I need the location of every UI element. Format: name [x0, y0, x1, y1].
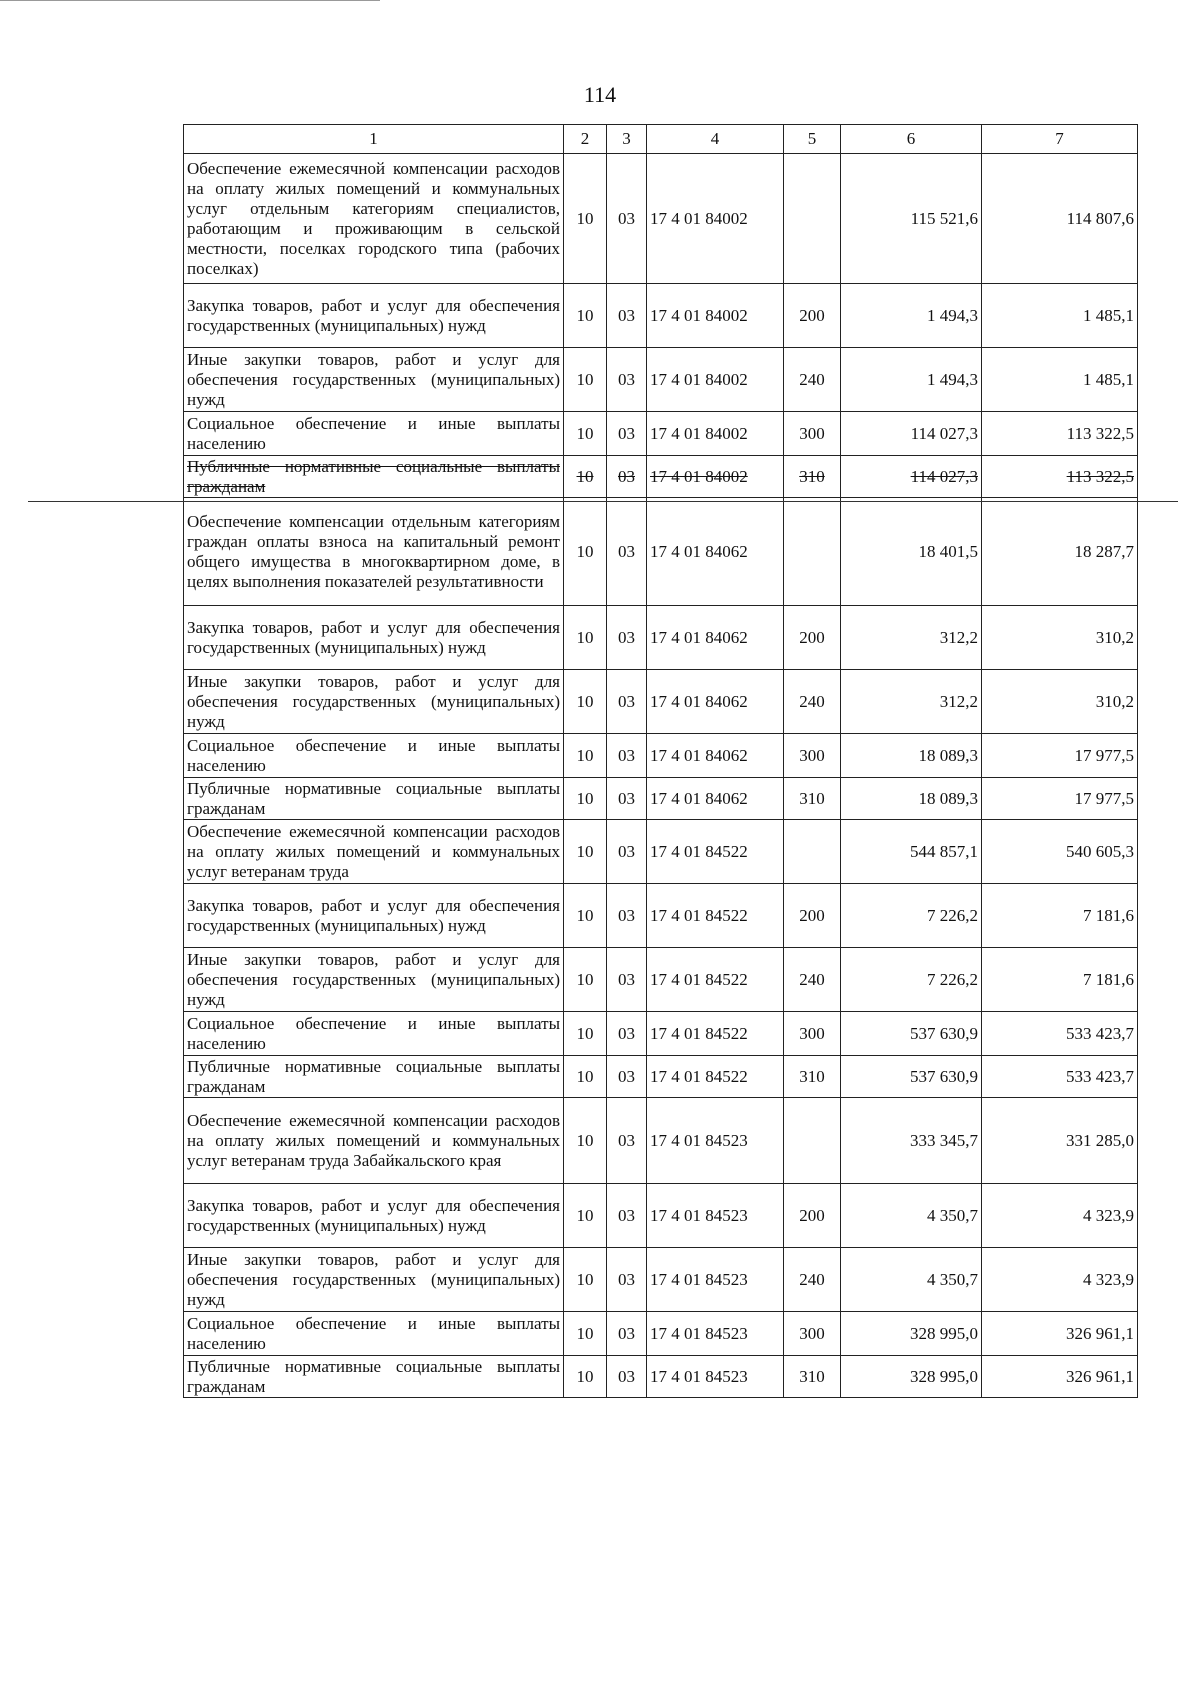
- table-cell-col4: 17 4 01 84062: [647, 734, 784, 778]
- table-cell-col2: 10: [564, 1248, 607, 1312]
- table-row: [184, 456, 1138, 498]
- column-header-6: 6: [841, 125, 982, 154]
- table-cell-col3: 03: [607, 820, 647, 884]
- table-cell-col4: 17 4 01 84002: [647, 154, 784, 284]
- table-cell-col2: 10: [564, 412, 607, 456]
- table-row: [184, 884, 1138, 948]
- table-cell-col2: 10: [564, 734, 607, 778]
- table-cell-col4: 17 4 01 84522: [647, 884, 784, 948]
- column-header-7: 7: [982, 125, 1138, 154]
- table-cell-col4: 17 4 01 84062: [647, 498, 784, 606]
- table-cell-col5: 310: [784, 456, 841, 498]
- table-cell-col7: 17 977,5: [982, 734, 1138, 778]
- table-cell-col6: 7 226,2: [841, 948, 982, 1012]
- table-cell-col4: 17 4 01 84522: [647, 1012, 784, 1056]
- table-cell-col4: 17 4 01 84523: [647, 1098, 784, 1184]
- table-cell-col3: 03: [607, 498, 647, 606]
- table-cell-col5: 240: [784, 348, 841, 412]
- table-cell-col4: 17 4 01 84062: [647, 778, 784, 820]
- table-cell-col2: 10: [564, 154, 607, 284]
- table-cell-col3: 03: [607, 456, 647, 498]
- column-header-4: 4: [647, 125, 784, 154]
- table-cell-col6: 114 027,3: [841, 412, 982, 456]
- table-cell-col6: 18 401,5: [841, 498, 982, 606]
- table-cell-col5: 300: [784, 412, 841, 456]
- table-cell-col1: Социальное обеспечение и иные выплаты населению: [184, 412, 564, 456]
- table-cell-col7: 533 423,7: [982, 1012, 1138, 1056]
- table-cell-col2: 10: [564, 778, 607, 820]
- table-cell-col7: 113 322,5: [982, 412, 1138, 456]
- table-cell-col3: 03: [607, 606, 647, 670]
- table-cell-col4: 17 4 01 84523: [647, 1312, 784, 1356]
- table-cell-col5: 310: [784, 1356, 841, 1398]
- table-row: [184, 820, 1138, 884]
- table-cell-col5: [784, 498, 841, 606]
- table-row: [184, 1356, 1138, 1398]
- table-row: [184, 1098, 1138, 1184]
- table-cell-col7: 533 423,7: [982, 1056, 1138, 1098]
- table-cell-col7: 18 287,7: [982, 498, 1138, 606]
- budget-table: [183, 124, 1138, 1398]
- table-cell-col5: [784, 154, 841, 284]
- table-row: [184, 154, 1138, 284]
- table-cell-col1: Закупка товаров, работ и услуг для обеспечения государственных (муниципальных) нужд: [184, 1184, 564, 1248]
- table-cell-col7: 7 181,6: [982, 948, 1138, 1012]
- table-cell-col1: Иные закупки товаров, работ и услуг для обеспечения государственных (муниципальных) нужд: [184, 670, 564, 734]
- table-cell-col1: Обеспечение ежемесячной компенсации расходов на оплату жилых помещений и коммунальных услуг ветеранам труда Забайкальского края: [184, 1098, 564, 1184]
- scan-edge-line: [0, 0, 380, 1]
- table-cell-col5: 200: [784, 606, 841, 670]
- strike-through-line: [28, 501, 1178, 502]
- table-body: [184, 154, 1138, 1398]
- table-cell-col7: 1 485,1: [982, 284, 1138, 348]
- table-cell-col4: 17 4 01 84522: [647, 1056, 784, 1098]
- table-cell-col6: 328 995,0: [841, 1312, 982, 1356]
- table-cell-col6: 537 630,9: [841, 1056, 982, 1098]
- table-cell-col3: 03: [607, 348, 647, 412]
- table-cell-col6: 18 089,3: [841, 778, 982, 820]
- table-cell-col5: [784, 820, 841, 884]
- table-header-row: [184, 125, 1138, 154]
- table-cell-col7: 326 961,1: [982, 1356, 1138, 1398]
- table-cell-col3: 03: [607, 1056, 647, 1098]
- column-header-1: 1: [184, 125, 564, 154]
- table-cell-col6: 4 350,7: [841, 1184, 982, 1248]
- table-cell-col3: 03: [607, 1248, 647, 1312]
- table-cell-col4: 17 4 01 84062: [647, 606, 784, 670]
- table-cell-col6: 537 630,9: [841, 1012, 982, 1056]
- table-cell-col7: 1 485,1: [982, 348, 1138, 412]
- table-cell-col2: 10: [564, 348, 607, 412]
- table-cell-col2: 10: [564, 948, 607, 1012]
- table-cell-col7: 540 605,3: [982, 820, 1138, 884]
- table-cell-col4: 17 4 01 84523: [647, 1184, 784, 1248]
- table-row: [184, 348, 1138, 412]
- table-row: [184, 670, 1138, 734]
- table-cell-col4: 17 4 01 84002: [647, 456, 784, 498]
- table-cell-col3: 03: [607, 1012, 647, 1056]
- table-cell-col2: 10: [564, 606, 607, 670]
- table-row: [184, 498, 1138, 606]
- table-row: [184, 1312, 1138, 1356]
- table-cell-col4: 17 4 01 84002: [647, 348, 784, 412]
- table-cell-col5: 200: [784, 1184, 841, 1248]
- table-cell-col1: Публичные нормативные социальные выплаты гражданам: [184, 1356, 564, 1398]
- table-cell-col1: Обеспечение ежемесячной компенсации расходов на оплату жилых помещений и коммунальных услуг отдельным категориям специалистов, работающим и проживающим в сельской местности, поселках городского типа (рабочих поселках): [184, 154, 564, 284]
- column-header-2: 2: [564, 125, 607, 154]
- table-row: [184, 606, 1138, 670]
- page-number: 114: [583, 82, 617, 107]
- table-cell-col3: 03: [607, 284, 647, 348]
- table-row: [184, 948, 1138, 1012]
- table-cell-col3: 03: [607, 778, 647, 820]
- table-cell-col1: Обеспечение компенсации отдельным категориям граждан оплаты взноса на капитальный ремонт общего имущества в многоквартирном доме, в целях выполнения показателей результативности: [184, 498, 564, 606]
- table-cell-col5: 300: [784, 1312, 841, 1356]
- table-row: [184, 284, 1138, 348]
- table-cell-col6: 333 345,7: [841, 1098, 982, 1184]
- table-cell-col7: 331 285,0: [982, 1098, 1138, 1184]
- table-cell-col7: 4 323,9: [982, 1184, 1138, 1248]
- table-cell-col1: Закупка товаров, работ и услуг для обеспечения государственных (муниципальных) нужд: [184, 884, 564, 948]
- table-row: [184, 778, 1138, 820]
- table-cell-col6: 1 494,3: [841, 348, 982, 412]
- table-cell-col3: 03: [607, 734, 647, 778]
- table-cell-col1: Закупка товаров, работ и услуг для обеспечения государственных (муниципальных) нужд: [184, 606, 564, 670]
- table-cell-col7: 114 807,6: [982, 154, 1138, 284]
- table-cell-col2: 10: [564, 284, 607, 348]
- table-cell-col5: 300: [784, 1012, 841, 1056]
- table-cell-col5: [784, 1098, 841, 1184]
- table-cell-col2: 10: [564, 498, 607, 606]
- table-cell-col1: Закупка товаров, работ и услуг для обеспечения государственных (муниципальных) нужд: [184, 284, 564, 348]
- table-cell-col6: 312,2: [841, 670, 982, 734]
- table-cell-col6: 1 494,3: [841, 284, 982, 348]
- table-row: [184, 1248, 1138, 1312]
- table-cell-col1: Иные закупки товаров, работ и услуг для обеспечения государственных (муниципальных) нужд: [184, 348, 564, 412]
- table-row: [184, 1012, 1138, 1056]
- table-cell-col4: 17 4 01 84523: [647, 1356, 784, 1398]
- table-cell-col1: Публичные нормативные социальные выплаты гражданам: [184, 1056, 564, 1098]
- table-cell-col5: 240: [784, 670, 841, 734]
- table-cell-col1: Иные закупки товаров, работ и услуг для обеспечения государственных (муниципальных) нужд: [184, 948, 564, 1012]
- table-cell-col6: 7 226,2: [841, 884, 982, 948]
- table-row: [184, 1056, 1138, 1098]
- table-cell-col5: 300: [784, 734, 841, 778]
- table-cell-col6: 18 089,3: [841, 734, 982, 778]
- table-cell-col4: 17 4 01 84002: [647, 412, 784, 456]
- table-cell-col3: 03: [607, 948, 647, 1012]
- table-cell-col3: 03: [607, 670, 647, 734]
- table-cell-col6: 115 521,6: [841, 154, 982, 284]
- table-cell-col3: 03: [607, 154, 647, 284]
- table-cell-col1: Иные закупки товаров, работ и услуг для обеспечения государственных (муниципальных) нужд: [184, 1248, 564, 1312]
- table-cell-col4: 17 4 01 84523: [647, 1248, 784, 1312]
- table-row: [184, 734, 1138, 778]
- table-cell-col6: 312,2: [841, 606, 982, 670]
- table-cell-col6: 544 857,1: [841, 820, 982, 884]
- table-cell-col2: 10: [564, 1012, 607, 1056]
- column-header-3: 3: [607, 125, 647, 154]
- table-cell-col7: 113 322,5: [982, 456, 1138, 498]
- table-cell-col5: 240: [784, 948, 841, 1012]
- table-cell-col7: 310,2: [982, 606, 1138, 670]
- table-cell-col7: 17 977,5: [982, 778, 1138, 820]
- table-cell-col3: 03: [607, 1184, 647, 1248]
- table-cell-col7: 310,2: [982, 670, 1138, 734]
- table-cell-col4: 17 4 01 84522: [647, 948, 784, 1012]
- table-cell-col1: Обеспечение ежемесячной компенсации расходов на оплату жилых помещений и коммунальных услуг ветеранам труда: [184, 820, 564, 884]
- table-cell-col3: 03: [607, 1098, 647, 1184]
- table-cell-col7: 326 961,1: [982, 1312, 1138, 1356]
- table-cell-col2: 10: [564, 456, 607, 498]
- table-cell-col5: 200: [784, 284, 841, 348]
- table-cell-col3: 03: [607, 1356, 647, 1398]
- table-row: [184, 412, 1138, 456]
- column-header-5: 5: [784, 125, 841, 154]
- table-cell-col2: 10: [564, 1098, 607, 1184]
- table-cell-col4: 17 4 01 84002: [647, 284, 784, 348]
- table-cell-col7: 4 323,9: [982, 1248, 1138, 1312]
- table-cell-col5: 200: [784, 884, 841, 948]
- table-cell-col4: 17 4 01 84522: [647, 820, 784, 884]
- table-row: [184, 1184, 1138, 1248]
- table-cell-col2: 10: [564, 670, 607, 734]
- table-cell-col1: Социальное обеспечение и иные выплаты населению: [184, 734, 564, 778]
- table-cell-col4: 17 4 01 84062: [647, 670, 784, 734]
- table-cell-col2: 10: [564, 1312, 607, 1356]
- table-cell-col2: 10: [564, 820, 607, 884]
- table-cell-col3: 03: [607, 412, 647, 456]
- table-cell-col1: Публичные нормативные социальные выплаты гражданам: [184, 456, 564, 498]
- table-cell-col2: 10: [564, 1056, 607, 1098]
- table-cell-col5: 240: [784, 1248, 841, 1312]
- table-cell-col1: Социальное обеспечение и иные выплаты населению: [184, 1312, 564, 1356]
- table-cell-col6: 114 027,3: [841, 456, 982, 498]
- table-cell-col2: 10: [564, 1184, 607, 1248]
- table-cell-col6: 4 350,7: [841, 1248, 982, 1312]
- table-cell-col1: Публичные нормативные социальные выплаты гражданам: [184, 778, 564, 820]
- table-cell-col1: Социальное обеспечение и иные выплаты населению: [184, 1012, 564, 1056]
- table-cell-col3: 03: [607, 884, 647, 948]
- table-cell-col7: 7 181,6: [982, 884, 1138, 948]
- table-cell-col2: 10: [564, 884, 607, 948]
- table-cell-col6: 328 995,0: [841, 1356, 982, 1398]
- table-cell-col5: 310: [784, 1056, 841, 1098]
- table-cell-col2: 10: [564, 1356, 607, 1398]
- table-cell-col5: 310: [784, 778, 841, 820]
- table-cell-col3: 03: [607, 1312, 647, 1356]
